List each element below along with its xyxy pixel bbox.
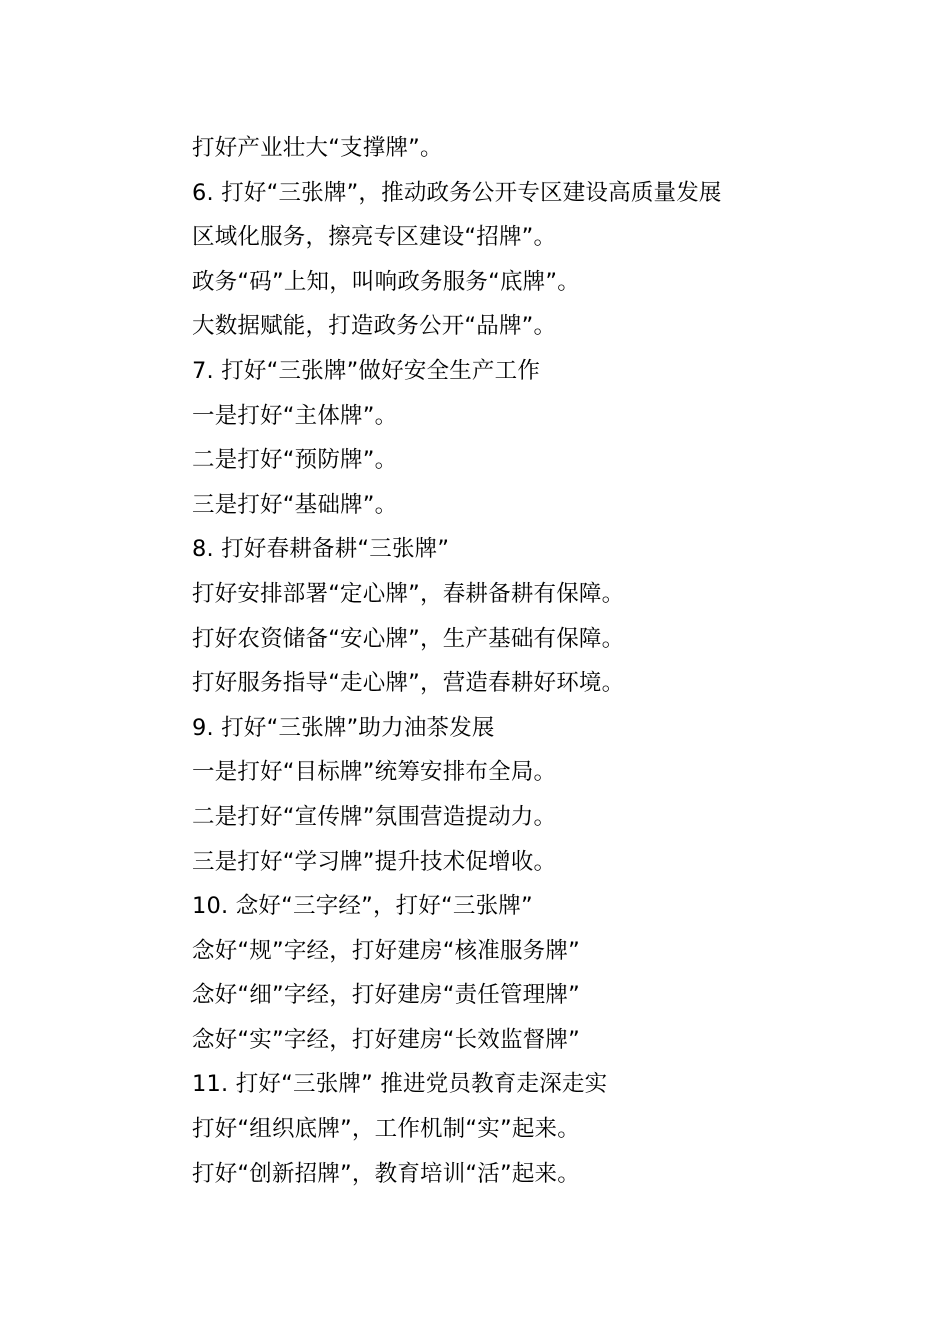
text-line: 政务“码”上知，叫响政务服务“底牌”。 — [192, 268, 580, 295]
section-heading: 11. 打好“三张牌” 推进党员教育走深走实 — [192, 1071, 608, 1098]
text-line: 一是打好“主体牌”。 — [192, 402, 398, 429]
text-line: 念好“实”字经，打好建房“长效监督牌” — [192, 1026, 580, 1053]
section-heading: 10. 念好“三字经”，打好“三张牌” — [192, 893, 533, 920]
text-line: 打好农资储备“安心牌”，生产基础有保障。 — [192, 625, 625, 652]
text-line: 念好“细”字经，打好建房“责任管理牌” — [192, 982, 580, 1009]
text-line: 念好“规”字经，打好建房“核准服务牌” — [192, 937, 580, 964]
text-line: 大数据赋能，打造政务公开“品牌”。 — [192, 313, 557, 340]
text-line: 打好服务指导“走心牌”，营造春耕好环境。 — [192, 670, 625, 697]
text-line: 三是打好“学习牌”提升技术促增收。 — [192, 848, 557, 875]
text-line: 一是打好“目标牌”统筹安排布全局。 — [192, 759, 557, 786]
section-heading: 9. 打好“三张牌”助力油茶发展 — [192, 714, 495, 741]
text-line: 三是打好“基础牌”。 — [192, 491, 398, 518]
section-heading: 7. 打好“三张牌”做好安全生产工作 — [192, 357, 541, 384]
text-line: 打好安排部署“定心牌”，春耕备耕有保障。 — [192, 580, 625, 607]
text-line: 打好“创新招牌”，教育培训“活”起来。 — [192, 1160, 580, 1187]
text-line: 二是打好“预防牌”。 — [192, 447, 398, 474]
section-heading: 6. 打好“三张牌”，推动政务公开专区建设高质量发展 — [192, 179, 722, 206]
text-line: 区域化服务，擦亮专区建设“招牌”。 — [192, 224, 557, 251]
document-body — [192, 126, 892, 1196]
text-line: 打好“组织底牌”，工作机制“实”起来。 — [192, 1116, 580, 1143]
text-line: 二是打好“宣传牌”氛围营造提动力。 — [192, 803, 557, 830]
text-line: 打好产业壮大“支撑牌”。 — [192, 135, 443, 161]
section-heading: 8. 打好春耕备耕“三张牌” — [192, 536, 450, 563]
